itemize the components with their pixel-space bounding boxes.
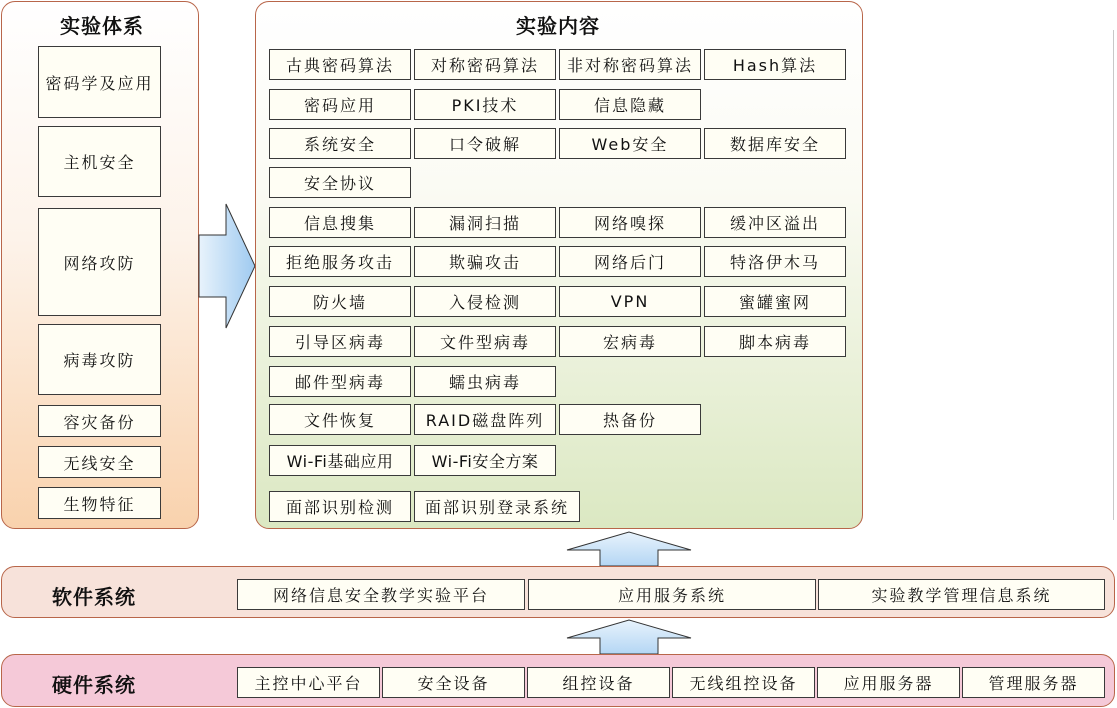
content-item: 信息隐藏 [559, 89, 701, 120]
content-item: 蠕虫病毒 [414, 366, 556, 397]
content-item: 邮件型病毒 [269, 366, 411, 397]
experiment-content-panel [255, 1, 863, 529]
system-item-disaster-backup: 容灾备份 [38, 405, 161, 437]
system-item-host-security: 主机安全 [38, 126, 161, 197]
content-item: 特洛伊木马 [704, 246, 846, 277]
hardware-system-panel [1, 654, 1115, 707]
system-item-wireless-security: 无线安全 [38, 446, 161, 478]
content-item: 入侵检测 [414, 286, 556, 317]
software-system-title: 软件系统 [52, 585, 136, 609]
software-item: 网络信息安全教学实验平台 [237, 579, 525, 610]
system-item-biometrics: 生物特征 [38, 487, 161, 519]
up-arrow-icon [566, 531, 692, 567]
hardware-item: 安全设备 [382, 667, 525, 698]
content-item: 安全协议 [269, 167, 411, 198]
system-item-network-attack-defense: 网络攻防 [38, 208, 161, 316]
content-item: 数据库安全 [704, 128, 846, 159]
system-item-cryptography: 密码学及应用 [38, 46, 161, 118]
content-item: 面部识别登录系统 [414, 491, 580, 522]
content-item: 文件恢复 [269, 404, 411, 435]
hardware-system-title: 硬件系统 [52, 673, 136, 697]
content-item: Web安全 [559, 128, 701, 159]
content-item: 非对称密码算法 [559, 49, 701, 80]
content-item: 网络嗅探 [559, 207, 701, 238]
hardware-item: 主控中心平台 [237, 667, 380, 698]
edge-divider [1113, 30, 1117, 520]
system-item-virus-defense: 病毒攻防 [38, 324, 161, 395]
software-item: 应用服务系统 [528, 579, 816, 610]
experiment-content-title: 实验内容 [516, 14, 600, 38]
content-item: 网络后门 [559, 246, 701, 277]
content-item: Wi-Fi基础应用 [269, 445, 411, 476]
content-item: 热备份 [559, 404, 701, 435]
content-item: 宏病毒 [559, 326, 701, 357]
experiment-system-title: 实验体系 [60, 14, 144, 38]
content-item: VPN [559, 286, 701, 317]
content-item: 脚本病毒 [704, 326, 846, 357]
content-item: 引导区病毒 [269, 326, 411, 357]
hardware-item: 管理服务器 [962, 667, 1105, 698]
content-item: 漏洞扫描 [414, 207, 556, 238]
content-item: 欺骗攻击 [414, 246, 556, 277]
content-item: 缓冲区溢出 [704, 207, 846, 238]
hardware-item: 应用服务器 [817, 667, 960, 698]
hardware-item: 无线组控设备 [672, 667, 815, 698]
right-arrow-icon [198, 203, 256, 329]
content-item: 古典密码算法 [269, 49, 411, 80]
content-item: 文件型病毒 [414, 326, 556, 357]
content-item: 面部识别检测 [269, 491, 411, 522]
up-arrow-icon [566, 619, 692, 655]
content-item: 对称密码算法 [414, 49, 556, 80]
content-item: 信息搜集 [269, 207, 411, 238]
software-system-panel [1, 566, 1115, 618]
software-item: 实验教学管理信息系统 [818, 579, 1105, 610]
content-item: 防火墙 [269, 286, 411, 317]
content-item: Hash算法 [704, 49, 846, 80]
content-item: PKI技术 [414, 89, 556, 120]
experiment-system-panel [1, 1, 199, 529]
content-item: RAID磁盘阵列 [414, 404, 556, 435]
content-item: Wi-Fi安全方案 [414, 445, 556, 476]
content-item: 蜜罐蜜网 [704, 286, 846, 317]
content-item: 口令破解 [414, 128, 556, 159]
hardware-item: 组控设备 [527, 667, 670, 698]
content-item: 拒绝服务攻击 [269, 246, 411, 277]
content-item: 密码应用 [269, 89, 411, 120]
content-item: 系统安全 [269, 128, 411, 159]
